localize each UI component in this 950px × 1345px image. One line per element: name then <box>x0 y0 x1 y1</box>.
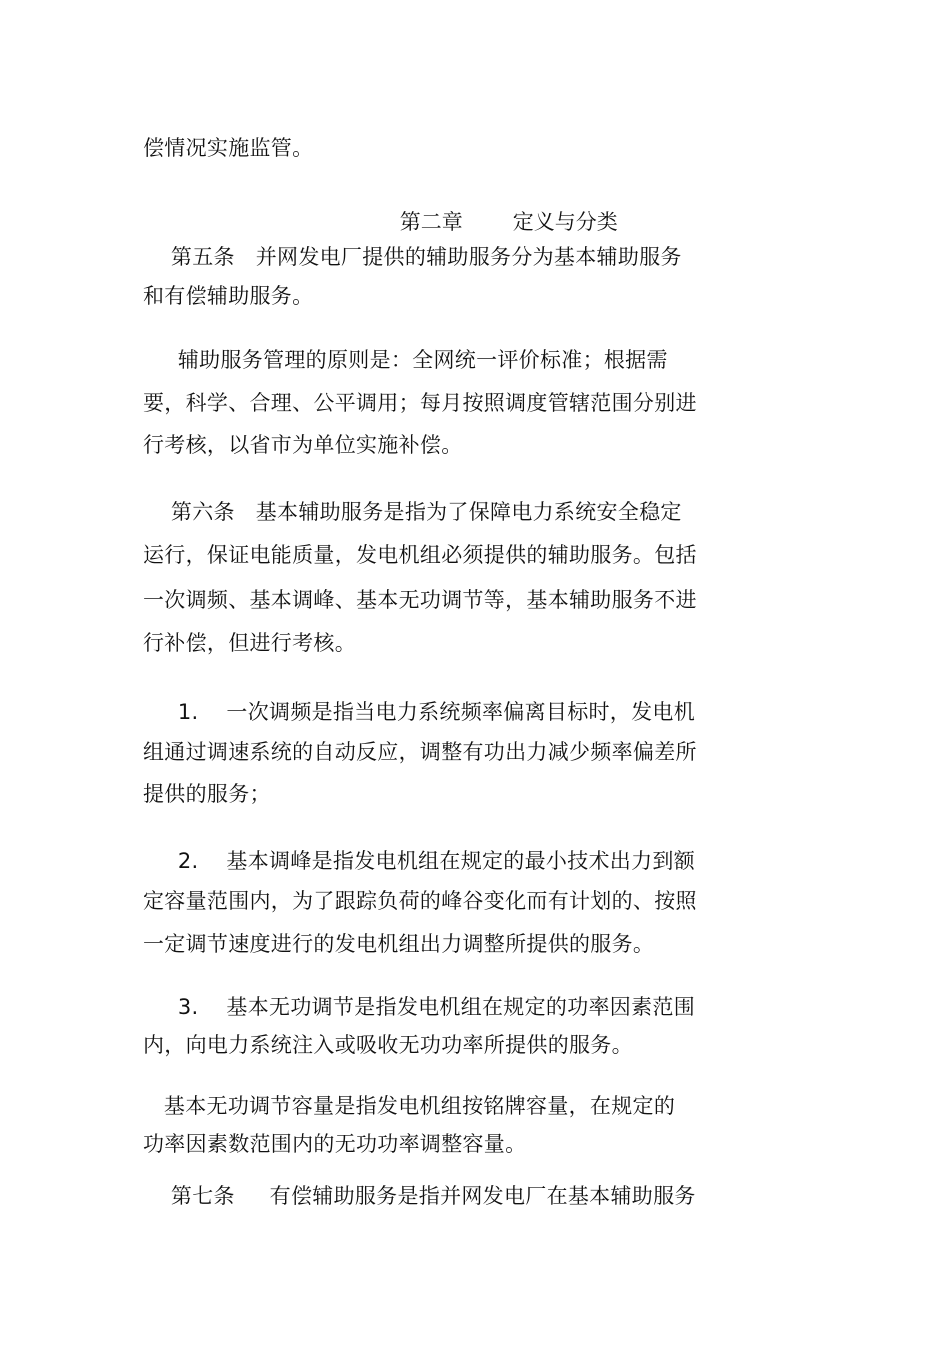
article-6-line-1: 第六条 基本辅助服务是指为了保障电力系统安全稳定 <box>143 500 682 524</box>
article-5-line-1: 第五条 并网发电厂提供的辅助服务分为基本辅助服务 <box>143 245 682 269</box>
article-6-line-2: 运行，保证电能质量，发电机组必须提供的辅助服务。包括 <box>143 543 697 567</box>
chapter-title: 定义与分类 <box>512 210 618 234</box>
item-1-line-1: 1. 一次调频是指当电力系统频率偏离目标时，发电机 <box>143 700 696 724</box>
item-1-line-2: 组通过调速系统的自动反应，调整有功出力减少频率偏差所 <box>143 740 697 764</box>
item-2-line-2: 定容量范围内，为了跟踪负荷的峰谷变化而有计划的、按照 <box>143 889 697 913</box>
principle-line-3: 行考核，以省市为单位实施补偿。 <box>143 433 463 457</box>
text-line: 偿情况实施监管。 <box>143 136 314 160</box>
capacity-line-2: 功率因素数范围内的无功功率调整容量。 <box>143 1132 527 1156</box>
item-3-line-2: 内，向电力系统注入或吸收无功功率所提供的服务。 <box>143 1033 633 1057</box>
item-1-line-3: 提供的服务； <box>143 782 271 806</box>
principle-line-2: 要，科学、合理、公平调用；每月按照调度管辖范围分别进 <box>143 391 697 415</box>
principle-line-1: 辅助服务管理的原则是：全网统一评价标准；根据需 <box>143 348 668 372</box>
article-7-line-1: 第七条 有偿辅助服务是指并网发电厂在基本辅助服务 <box>143 1184 696 1208</box>
chapter-number: 第二章 <box>399 210 463 234</box>
item-3-line-1: 3. 基本无功调节是指发电机组在规定的功率因素范围 <box>143 995 696 1019</box>
article-6-line-3: 一次调频、基本调峰、基本无功调节等，基本辅助服务不进 <box>143 588 697 612</box>
capacity-line-1: 基本无功调节容量是指发电机组按铭牌容量，在规定的 <box>143 1094 676 1118</box>
article-5-line-2: 和有偿辅助服务。 <box>143 284 314 308</box>
item-2-line-1: 2. 基本调峰是指发电机组在规定的最小技术出力到额 <box>143 849 696 873</box>
article-6-line-4: 行补偿，但进行考核。 <box>143 631 356 655</box>
item-2-line-3: 一定调节速度进行的发电机组出力调整所提供的服务。 <box>143 932 655 956</box>
